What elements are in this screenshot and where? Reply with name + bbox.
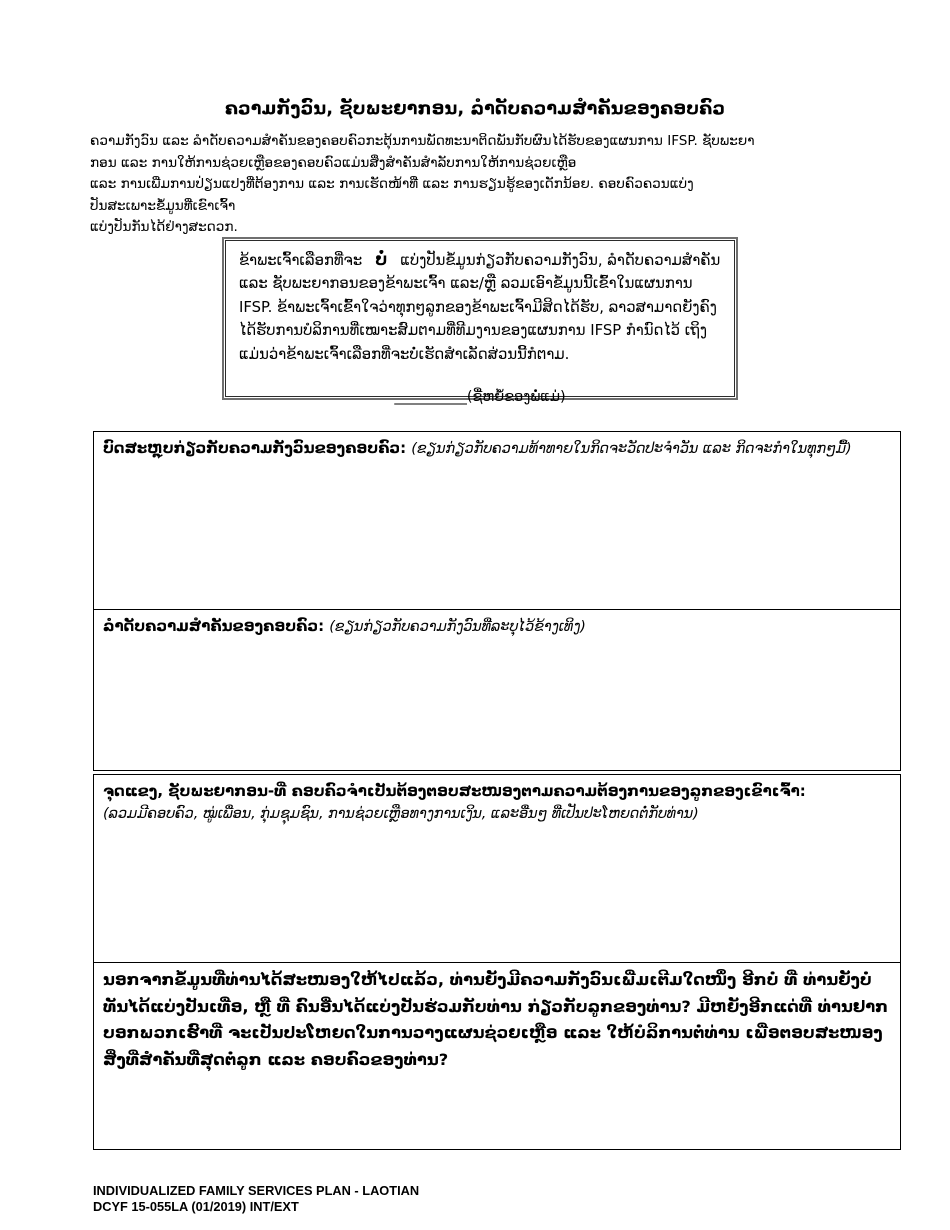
form-title-footer: INDIVIDUALIZED FAMILY SERVICES PLAN - LAOTIAN (93, 1183, 420, 1198)
form-footer (93, 1183, 419, 1214)
page-title: ຄວາມກັງວົນ, ຊັບພະຍາກອນ, ລຳດັບຄວາມສຳຄັນຂອງຄອບຄົວ (224, 99, 726, 119)
section-heading: ບົດສະຫຼຸບກ່ຽວກັບຄວາມກັງວົນຂອງຄອບຄົວ: (103, 439, 407, 457)
section-note: (ຂຽນກ່ຽວກັບຄວາມກັງວົນທີ່ລະບຸໄວ້ຂ້າງເທິງ) (329, 619, 586, 635)
parent-initials-blank: __________ (394, 389, 467, 406)
optout-statement-box (222, 237, 738, 406)
section-family-concerns (94, 432, 900, 610)
section-heading: ຈຸດແຂງ, ຊັບພະຍາກອນ-ທີ່ ຄອບຄົວຈຳເປັນຕ້ອງຕອບສະໜອງຕາມຄວາມຕ້ອງການຂອງລູກຂອງເຂົາເຈົ້າ: (103, 782, 806, 800)
intro-line: ປັນສະເພາະຂໍ້ມູນທີ່ເຂົາເຈົ້າ (90, 197, 236, 214)
section-note: (ລວມມີຄອບຄົວ, ໝູ່ເພື່ອນ, ກຸ່ມຊຸມຊົນ, ການຊ່ວຍເຫຼືອທາງການເງິນ, ແລະອື່ນໆ ທີ່ເປັນປະໂຫຍດຕໍ່ກັບທ່ານ) (103, 806, 699, 822)
section-additional-concerns (94, 963, 900, 1149)
optout-statement-inner (225, 240, 735, 406)
intro-line: ແລະ ການເພີ່ມການປ່ຽນແປງທີ່ຕ້ອງການ ແລະ ການເຮັດໜ້າທີ່ ແລະ ການຮຽນຮູ້ຂອງເດັກນ້ອຍ. ຄອບຄົວຄວນແບ່ງ (90, 176, 694, 193)
optout-text-before: ຂ້າພະເຈົ້າເລືອກທີ່ຈະ (239, 252, 363, 269)
section-strengths-resources (94, 775, 900, 963)
parent-initials-line (239, 386, 721, 409)
intro-line: ແບ່ງປັນກັນໄດ້ຢ່າງສະດວກ. (90, 219, 238, 236)
optout-statement-text (239, 248, 721, 366)
concerns-priorities-table (93, 431, 901, 771)
form-number-footer: DCYF 15-055LA (01/2019) INT/EXT (93, 1198, 299, 1214)
additional-concerns-question: ນອກຈາກຂໍ້ມູນທີ່ທ່ານໄດ້ສະໜອງໃຫ້ໄປແລ້ວ, ທ່ານຍັງມີຄວາມກັງວົນເພີ່ມເຕີມໃດໜຶ່ງ ອີກບໍ່ ທີ່ ທ່ານຍັງບໍ່ທັນໄດ້ແບ່ງປັນເທື່ອ, ຫຼື ທີ່ ຄົນອື່ນໄດ້ແບ່ງປັນຮ່ວມກັບທ່ານ ກ່ຽວກັບລູກຂອງທ່ານ? ມີຫຍັງອີກແດ່ທີ່ ທ່ານຢາກບອກພວກເຮົາທີ່ ຈະເປັນປະໂຫຍດໃນການວາງແຜນຊ່ວຍເຫຼືອ ແລະ ໃຫ້ບໍລິການຕໍ່ທ່ານ ເພື່ອຕອບສະໜອງສິ່ງທີ່ສຳຄັນທີ່ສຸດຕໍ່ລູກ ແລະ ຄອບຄົວຂອງທ່ານ? (103, 970, 889, 1069)
optout-text-after: ແບ່ງປັນຂໍ້ມູນກ່ຽວກັບຄວາມກັງວົນ, ລຳດັບຄວາມສຳຄັນ ແລະ ຊັບພະຍາກອນຂອງຂ້າພະເຈົ້າ ແລະ/ຫຼື ລວມເອົາຂໍ້ມູນນີ້ເຂົ້າໃນແຜນການ IFSP. ຂ້າພະເຈົ້າເຂົ້າໃຈວ່າທຸກໆລູກຂອງຂ້າພະເຈົ້າມີສິດໄດ້ຮັບ, ລາວສາມາດຍັງຄົງໄດ້ຮັບການບໍລິການທີ່ເໝາະສົມຕາມທີ່ທີມງານຂອງແຜນການ IFSP ກຳນົດໄວ້ ເຖິງແມ່ນວ່າຂ້າພະເຈົ້າເລືອກທີ່ຈະບໍ່ເຮັດສຳເລັດສ່ວນນີ້ກໍຕາມ. (239, 252, 721, 363)
section-heading: ລຳດັບຄວາມສຳຄັນຂອງຄອບຄົວ: (103, 617, 325, 635)
optout-not-word: ບໍ່ (375, 250, 388, 269)
section-family-priorities (94, 610, 900, 770)
intro-line: ຄວາມກັງວົນ ແລະ ລຳດັບຄວາມສຳຄັນຂອງຄອບຄົວກະຕຸ້ນການພັດທະນາຕິດພັນກັບຜົນໄດ້ຮັບຂອງແຜນການ IFSP. ຊັບພະຍາ (90, 133, 755, 149)
parent-initials-label: (ຊື່ຫຍໍ້ຂອງພໍ່ແມ່) (466, 389, 566, 406)
section-note: (ຂຽນກ່ຽວກັບຄວາມທ້າທາຍໃນກິດຈະວັດປະຈຳວັນ ແລະ ກິດຈະກຳໃນທຸກໆມື້) (411, 441, 852, 457)
intro-paragraph (90, 131, 870, 239)
resources-question-table (93, 774, 901, 1150)
intro-line: ກອນ ແລະ ການໃຫ້ການຊ່ວຍເຫຼືອຂອງຄອບຄົວແມ່ນສິ່ງສຳຄັນສຳລັບການໃຫ້ການຊ່ວຍເຫຼືອ (90, 154, 577, 171)
